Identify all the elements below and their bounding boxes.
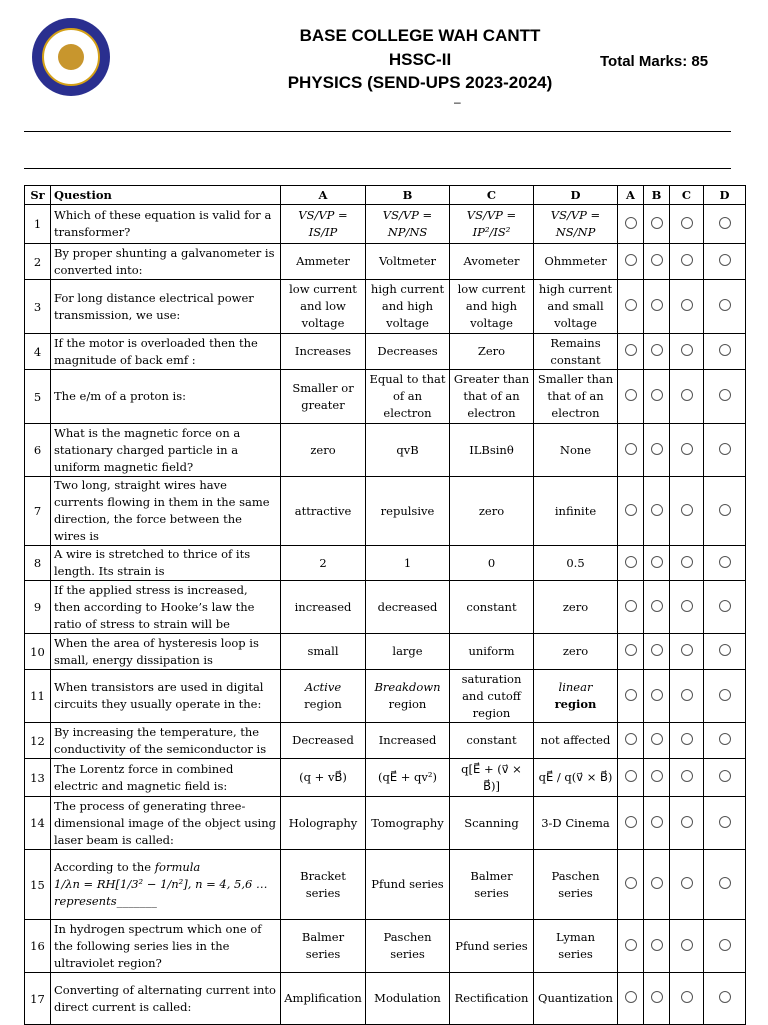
college-logo xyxy=(32,18,110,96)
option-b: Decreases xyxy=(366,334,450,370)
option-a: Balmer series xyxy=(281,920,366,973)
question-text: Converting of alternating current into direct current is called: xyxy=(51,973,281,1025)
option-c: Zero xyxy=(450,334,534,370)
option-b: repulsive xyxy=(366,477,450,546)
header-bubble-c: C xyxy=(670,186,704,205)
answer-bubble-b[interactable] xyxy=(644,280,670,334)
header-bubble-a: A xyxy=(618,186,644,205)
question-text: When transistors are used in digital circuits they usually operate in the: xyxy=(51,670,281,723)
answer-bubble-d[interactable] xyxy=(704,759,746,797)
answer-bubble-c[interactable] xyxy=(670,334,704,370)
question-text: A wire is stretched to thrice of its length. Its strain is xyxy=(51,546,281,581)
option-c: Scanning xyxy=(450,797,534,850)
option-b: high current and high voltage xyxy=(366,280,450,334)
answer-bubble-c[interactable] xyxy=(670,244,704,280)
row-sr: 12 xyxy=(25,723,51,759)
question-text: By proper shunting a galvanometer is converted into: xyxy=(51,244,281,280)
option-b: Modulation xyxy=(366,973,450,1025)
option-a: low current and low voltage xyxy=(281,280,366,334)
table-row xyxy=(25,546,746,581)
option-c: Greater than that of an electron xyxy=(450,370,534,424)
logo-lamp-icon xyxy=(58,44,84,70)
option-d: 3-D Cinema xyxy=(534,797,618,850)
answer-bubble-a[interactable] xyxy=(618,920,644,973)
question-text: For long distance electrical power transmission, we use: xyxy=(51,280,281,334)
answer-bubble-a[interactable] xyxy=(618,759,644,797)
option-d: not affected xyxy=(534,723,618,759)
answer-bubble-a[interactable] xyxy=(618,477,644,546)
table-row xyxy=(25,850,746,920)
table-header-row xyxy=(25,186,746,205)
option-a-word: region xyxy=(304,697,342,711)
row-sr: 8 xyxy=(25,546,51,581)
option-c: Pfund series xyxy=(450,920,534,973)
answer-bubble-d[interactable] xyxy=(704,797,746,850)
option-a: zero xyxy=(281,424,366,477)
header-option-b: B xyxy=(366,186,450,205)
answer-bubble-d[interactable] xyxy=(704,670,746,723)
table-row xyxy=(25,280,746,334)
question-text: The Lorentz force in combined electric and magnetic field is: xyxy=(51,759,281,797)
option-d: Remains constant xyxy=(534,334,618,370)
answer-bubble-b[interactable] xyxy=(644,205,670,244)
answer-bubble-b[interactable] xyxy=(644,920,670,973)
answer-bubble-d[interactable] xyxy=(704,581,746,634)
roll-line xyxy=(24,168,731,169)
answer-bubble-a[interactable] xyxy=(618,370,644,424)
option-c: uniform xyxy=(450,634,534,670)
answer-bubble-d[interactable] xyxy=(704,973,746,1025)
answer-bubble-c[interactable] xyxy=(670,973,704,1025)
answer-bubble-c[interactable] xyxy=(670,205,704,244)
answer-bubble-a[interactable] xyxy=(618,424,644,477)
option-a: 2 xyxy=(281,546,366,581)
table-row xyxy=(25,581,746,634)
option-a: VS/VP = IS/IP xyxy=(281,205,366,244)
answer-bubble-c[interactable] xyxy=(670,634,704,670)
option-b-word: region xyxy=(388,697,427,711)
option-a: Ammeter xyxy=(281,244,366,280)
option-a: attractive xyxy=(281,477,366,546)
option-d-term: linear xyxy=(558,680,593,694)
question-text xyxy=(51,850,281,920)
option-d: infinite xyxy=(534,477,618,546)
option-a: Decreased xyxy=(281,723,366,759)
question-text: Two long, straight wires have currents flowing in them in the same direction, the force between the wires is xyxy=(51,477,281,546)
total-marks: Total Marks: 85 xyxy=(600,53,709,70)
paper-header xyxy=(0,0,768,120)
row-sr: 11 xyxy=(25,670,51,723)
college-name: BASE COLLEGE WAH CANTT xyxy=(299,26,541,45)
option-c: Rectification xyxy=(450,973,534,1025)
subject-title: PHYSICS (SEND-UPS 2023-2024) xyxy=(287,73,553,92)
answer-bubble-d[interactable] xyxy=(704,370,746,424)
option-c: q[E⃗ + (v⃗ × B⃗)] xyxy=(450,759,534,797)
row-sr: 3 xyxy=(25,280,51,334)
row-sr: 15 xyxy=(25,850,51,920)
answer-bubble-c[interactable] xyxy=(670,850,704,920)
row-sr: 13 xyxy=(25,759,51,797)
option-d: Smaller than that of an electron xyxy=(534,370,618,424)
name-line xyxy=(24,131,731,132)
answer-bubble-d[interactable] xyxy=(704,850,746,920)
option-b-term: Breakdown xyxy=(374,680,441,694)
row-sr: 10 xyxy=(25,634,51,670)
answer-bubble-c[interactable] xyxy=(670,920,704,973)
question-text: The e/m of a proton is: xyxy=(51,370,281,424)
table-row xyxy=(25,244,746,280)
option-a xyxy=(281,670,366,723)
class-name: HSSC-II xyxy=(388,50,452,69)
row-sr: 14 xyxy=(25,797,51,850)
option-b: Voltmeter xyxy=(366,244,450,280)
answer-bubble-d[interactable] xyxy=(704,634,746,670)
header-bubble-b: B xyxy=(644,186,670,205)
table-row xyxy=(25,424,746,477)
answer-bubble-a[interactable] xyxy=(618,334,644,370)
answer-bubble-b[interactable] xyxy=(644,634,670,670)
option-a-term: Active xyxy=(304,680,342,694)
answer-bubble-d[interactable] xyxy=(704,723,746,759)
option-c: saturation and cutoff region xyxy=(450,670,534,723)
option-d: zero xyxy=(534,634,618,670)
table-row xyxy=(25,334,746,370)
answer-bubble-c[interactable] xyxy=(670,670,704,723)
answer-bubble-d[interactable] xyxy=(704,334,746,370)
header-question: Question xyxy=(51,186,281,205)
option-a: small xyxy=(281,634,366,670)
option-b: (qE⃗ + qv²) xyxy=(366,759,450,797)
row-sr: 7 xyxy=(25,477,51,546)
option-d: qE⃗ / q(v⃗ × B⃗) xyxy=(534,759,618,797)
answer-bubble-b[interactable] xyxy=(644,759,670,797)
option-c: zero xyxy=(450,477,534,546)
header-option-a: A xyxy=(281,186,366,205)
option-b: Pfund series xyxy=(366,850,450,920)
answer-bubble-c[interactable] xyxy=(670,546,704,581)
answer-bubble-a[interactable] xyxy=(618,280,644,334)
answer-bubble-c[interactable] xyxy=(670,797,704,850)
rydberg-formula: 1/λn = RH[1/3² − 1/n²], n = 4, 5,6 … xyxy=(54,877,268,891)
option-b: qvB xyxy=(366,424,450,477)
answer-bubble-c[interactable] xyxy=(670,477,704,546)
option-a: Holography xyxy=(281,797,366,850)
answer-bubble-c[interactable] xyxy=(670,370,704,424)
row-sr: 16 xyxy=(25,920,51,973)
answer-bubble-a[interactable] xyxy=(618,546,644,581)
answer-bubble-b[interactable] xyxy=(644,334,670,370)
option-c: 0 xyxy=(450,546,534,581)
table-row xyxy=(25,973,746,1025)
table-row xyxy=(25,634,746,670)
question-text: When the area of hysteresis loop is small, energy dissipation is xyxy=(51,634,281,670)
option-a: Increases xyxy=(281,334,366,370)
option-c: Avometer xyxy=(450,244,534,280)
option-b: 1 xyxy=(366,546,450,581)
table-row xyxy=(25,797,746,850)
row-sr: 2 xyxy=(25,244,51,280)
option-b: decreased xyxy=(366,581,450,634)
option-c: VS/VP = IP²/IS² xyxy=(450,205,534,244)
option-d xyxy=(534,670,618,723)
answer-bubble-c[interactable] xyxy=(670,424,704,477)
question-text: The process of generating three-dimensional image of the object using laser beam is called: xyxy=(51,797,281,850)
answer-bubble-c[interactable] xyxy=(670,581,704,634)
option-c: constant xyxy=(450,581,534,634)
option-d: Quantization xyxy=(534,973,618,1025)
option-b: large xyxy=(366,634,450,670)
option-b: Tomography xyxy=(366,797,450,850)
table-row xyxy=(25,205,746,244)
answer-bubble-a[interactable] xyxy=(618,244,644,280)
answer-bubble-d[interactable] xyxy=(704,546,746,581)
answer-bubble-b[interactable] xyxy=(644,477,670,546)
option-d: Paschen series xyxy=(534,850,618,920)
answer-bubble-d[interactable] xyxy=(704,280,746,334)
option-d: Lyman series xyxy=(534,920,618,973)
answer-bubble-b[interactable] xyxy=(644,723,670,759)
header-option-c: C xyxy=(450,186,534,205)
question-text: If the motor is overloaded then the magnitude of back emf : xyxy=(51,334,281,370)
question-text: Which of these equation is valid for a transformer? xyxy=(51,205,281,244)
option-b: VS/VP = NP/NS xyxy=(366,205,450,244)
answer-bubble-b[interactable] xyxy=(644,581,670,634)
mcq-table xyxy=(24,185,746,1025)
question-intro: According to the xyxy=(54,860,152,874)
option-d: high current and small voltage xyxy=(534,280,618,334)
answer-bubble-c[interactable] xyxy=(670,280,704,334)
option-a: Smaller or greater xyxy=(281,370,366,424)
answer-bubble-b[interactable] xyxy=(644,424,670,477)
option-d: VS/VP = NS/NP xyxy=(534,205,618,244)
header-sr: Sr xyxy=(25,186,51,205)
row-sr: 4 xyxy=(25,334,51,370)
option-c: low current and high voltage xyxy=(450,280,534,334)
option-d-word: region xyxy=(554,697,597,711)
answer-bubble-c[interactable] xyxy=(670,759,704,797)
option-b: Equal to that of an electron xyxy=(366,370,450,424)
option-c: Balmer series xyxy=(450,850,534,920)
option-d: Ohmmeter xyxy=(534,244,618,280)
table-row xyxy=(25,920,746,973)
option-c: ILBsinθ xyxy=(450,424,534,477)
row-sr: 6 xyxy=(25,424,51,477)
option-a: Bracket series xyxy=(281,850,366,920)
answer-bubble-d[interactable] xyxy=(704,477,746,546)
option-d: 0.5 xyxy=(534,546,618,581)
question-formula-word: formula xyxy=(154,860,201,874)
dash-mark: – xyxy=(454,95,461,109)
answer-bubble-d[interactable] xyxy=(704,424,746,477)
question-text: In hydrogen spectrum which one of the following series lies in the ultraviolet region? xyxy=(51,920,281,973)
answer-bubble-b[interactable] xyxy=(644,546,670,581)
option-a: increased xyxy=(281,581,366,634)
question-text: If the applied stress is increased, then according to Hooke’s law the ratio of stress to strain will be xyxy=(51,581,281,634)
logo-emblem xyxy=(42,28,100,86)
option-a: Amplification xyxy=(281,973,366,1025)
answer-bubble-a[interactable] xyxy=(618,797,644,850)
answer-bubble-b[interactable] xyxy=(644,797,670,850)
answer-bubble-a[interactable] xyxy=(618,634,644,670)
answer-bubble-a[interactable] xyxy=(618,850,644,920)
option-d: zero xyxy=(534,581,618,634)
row-sr: 17 xyxy=(25,973,51,1025)
question-text: By increasing the temperature, the conductivity of the semiconductor is xyxy=(51,723,281,759)
answer-bubble-a[interactable] xyxy=(618,670,644,723)
option-b: Paschen series xyxy=(366,920,450,973)
table-row xyxy=(25,723,746,759)
table-row xyxy=(25,370,746,424)
answer-bubble-b[interactable] xyxy=(644,370,670,424)
option-b xyxy=(366,670,450,723)
answer-bubble-b[interactable] xyxy=(644,670,670,723)
option-b: Increased xyxy=(366,723,450,759)
table-row xyxy=(25,670,746,723)
answer-bubble-b[interactable] xyxy=(644,850,670,920)
question-blank: represents_______ xyxy=(54,894,157,908)
answer-bubble-b[interactable] xyxy=(644,244,670,280)
answer-bubble-a[interactable] xyxy=(618,205,644,244)
option-d: None xyxy=(534,424,618,477)
answer-bubble-d[interactable] xyxy=(704,920,746,973)
header-option-d: D xyxy=(534,186,618,205)
option-c: constant xyxy=(450,723,534,759)
answer-bubble-d[interactable] xyxy=(704,244,746,280)
table-row xyxy=(25,759,746,797)
row-sr: 5 xyxy=(25,370,51,424)
table-row xyxy=(25,477,746,546)
answer-bubble-d[interactable] xyxy=(704,205,746,244)
answer-bubble-b[interactable] xyxy=(644,973,670,1025)
option-a: (q + vB⃗) xyxy=(281,759,366,797)
answer-bubble-a[interactable] xyxy=(618,973,644,1025)
question-text: What is the magnetic force on a stationary charged particle in a uniform magnetic field? xyxy=(51,424,281,477)
row-sr: 9 xyxy=(25,581,51,634)
answer-bubble-a[interactable] xyxy=(618,723,644,759)
row-sr: 1 xyxy=(25,205,51,244)
answer-bubble-a[interactable] xyxy=(618,581,644,634)
header-bubble-d: D xyxy=(704,186,746,205)
answer-bubble-c[interactable] xyxy=(670,723,704,759)
